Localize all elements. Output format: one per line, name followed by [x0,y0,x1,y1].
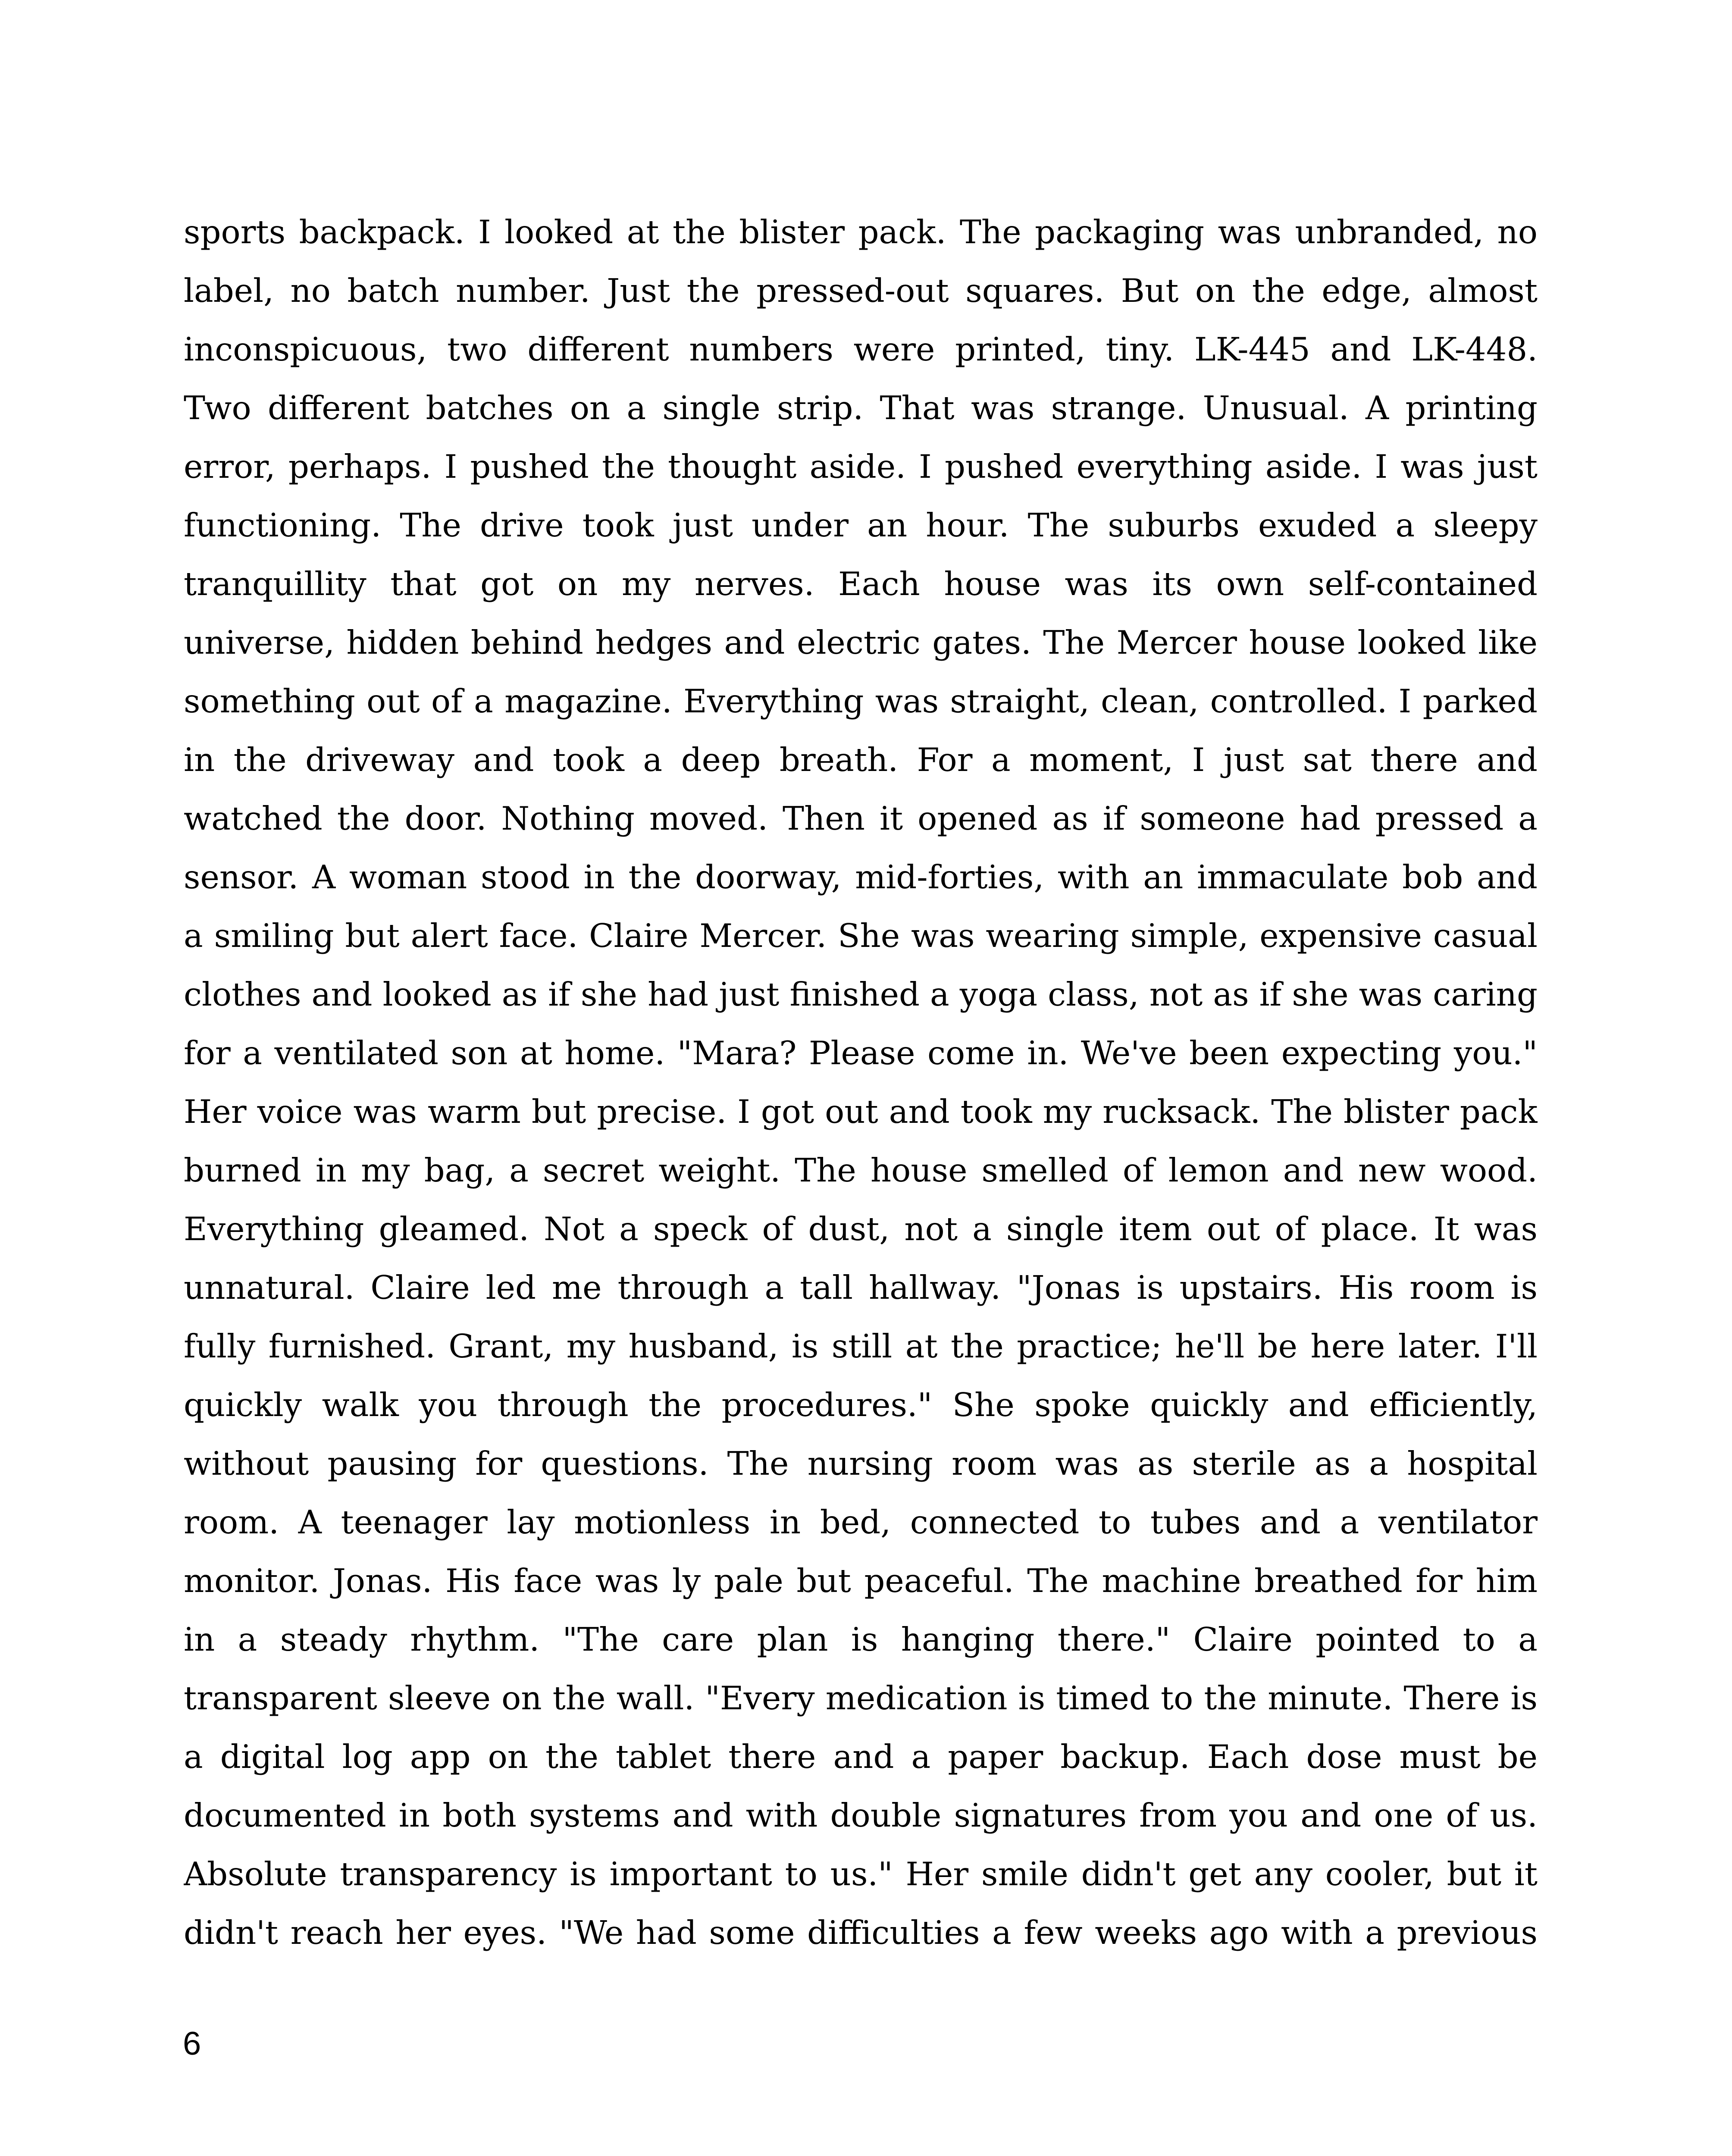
text-line: Absolute transparency is important to us." Her smile didn't get any cooler, but it [184,1855,1538,1893]
text-line: quickly walk you through the procedures." She spoke quickly and efficiently, [184,1386,1538,1424]
text-line: clothes and looked as if she had just finished a yoga class, not as if she was caring [184,975,1538,1013]
text-line: transparent sleeve on the wall. "Every medication is timed to the minute. There is [184,1679,1538,1717]
text-line: monitor. Jonas. His face was ly pale but peaceful. The machine breathed for him [184,1562,1538,1600]
text-line: burned in my bag, a secret weight. The house smelled of lemon and new wood. [184,1151,1538,1189]
text-line: inconspicuous, two different numbers were printed, tiny. LK-445 and LK-448. [184,330,1538,368]
text-line: didn't reach her eyes. "We had some difficulties a few weeks ago with a previous [184,1914,1538,1952]
body-text [184,203,1538,1962]
text-line: unnatural. Claire led me through a tall hallway. "Jonas is upstairs. His room is [184,1269,1538,1307]
text-line: label, no batch number. Just the pressed-out squares. But on the edge, almost [184,272,1538,310]
page-number: 6 [183,2025,201,2062]
text-line: for a ventilated son at home. "Mara? Please come in. We've been expecting you." [184,1034,1538,1072]
text-line: fully furnished. Grant, my husband, is still at the practice; he'll be here later. I'll [184,1327,1538,1365]
text-line: error, perhaps. I pushed the thought aside. I pushed everything aside. I was just [184,448,1538,486]
text-line: documented in both systems and with double signatures from you and one of us. [184,1796,1538,1834]
text-line: Everything gleamed. Not a speck of dust, not a single item out of place. It was [184,1210,1538,1248]
text-line: Two different batches on a single strip. That was strange. Unusual. A printing [184,389,1538,427]
text-line: sensor. A woman stood in the doorway, mid-forties, with an immaculate bob and [184,858,1538,896]
text-line: Her voice was warm but precise. I got out and took my rucksack. The blister pack [184,1093,1538,1131]
text-line: without pausing for questions. The nursing room was as sterile as a hospital [184,1445,1538,1482]
text-line: in a steady rhythm. "The care plan is hanging there." Claire pointed to a [184,1620,1538,1658]
text-line: room. A teenager lay motionless in bed, connected to tubes and a ventilator [184,1503,1538,1541]
text-line: a digital log app on the tablet there and a paper backup. Each dose must be [184,1738,1538,1776]
text-line: functioning. The drive took just under an hour. The suburbs exuded a sleepy [184,506,1538,544]
text-line: in the driveway and took a deep breath. For a moment, I just sat there and [184,741,1538,779]
text-line: watched the door. Nothing moved. Then it opened as if someone had pressed a [184,799,1538,837]
text-line: tranquillity that got on my nerves. Each house was its own self-contained [184,565,1538,603]
text-line: something out of a magazine. Everything was straight, clean, controlled. I parked [184,682,1538,720]
text-line: a smiling but alert face. Claire Mercer. She was wearing simple, expensive casual [184,917,1538,955]
text-line: sports backpack. I looked at the blister pack. The packaging was unbranded, no [184,213,1538,251]
text-line: universe, hidden behind hedges and electric gates. The Mercer house looked like [184,624,1538,661]
